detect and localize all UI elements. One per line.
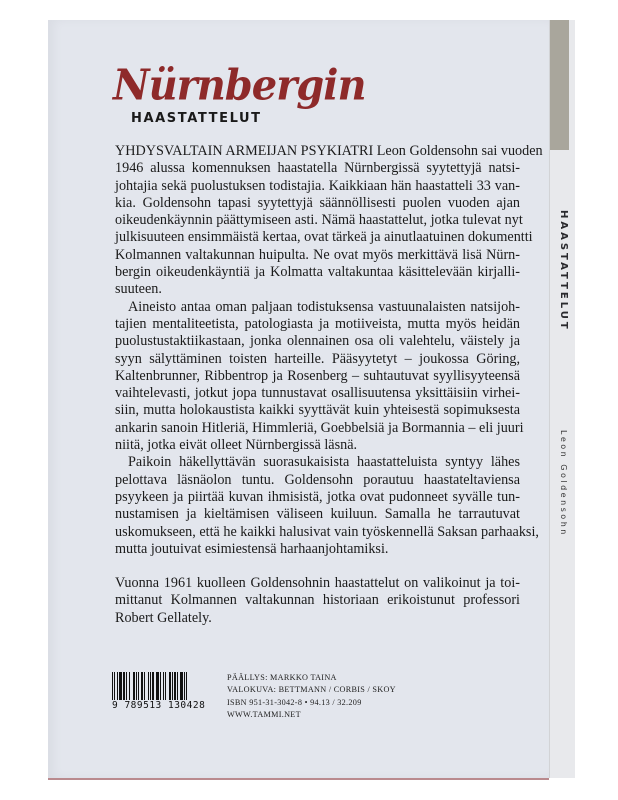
blurb-paragraph — [115, 298, 524, 455]
barcode-bar — [187, 672, 188, 700]
colophon-photo-credit: VALOKUVA: BETTMANN / CORBIS / SKOY — [227, 685, 396, 695]
blurb-paragraph — [115, 143, 543, 299]
colophon — [227, 672, 396, 721]
blurb-line: niitä, jotka eivät olleet Nürnbergissä läsnä. — [115, 437, 358, 454]
blurb-text — [115, 143, 543, 627]
blurb-line: Kaltenbrunner, Ribbentrop ja Rosenberg – suhtautuvat syyllisyyteensä — [115, 367, 520, 384]
blurb-paragraph — [115, 575, 520, 627]
blurb-line: uskomukseen, että he kaikki halusivat vain työskennellä Saksan parhaaksi, — [115, 523, 539, 540]
blurb-line: Paikoin häkellyttävän suorasukaisista haastatteluista syntyy lähes — [128, 454, 520, 471]
paragraph-gap — [115, 558, 520, 575]
spine-title: HAASTATTELUT — [558, 210, 569, 332]
book-spine — [549, 20, 575, 778]
blurb-line: vaihtelevasti, jotkut jopa tunnustavat osallisuutensa yksittäisiin virhei- — [115, 385, 520, 402]
blurb-line: pelottava läsnäolon tuntu. Goldensohn porautuu haastateltaviensa — [115, 471, 520, 488]
blurb-line: bergin oikeudenkäyntiä ja Kolmatta valtakuntaa käsittelevään kirjalli- — [115, 264, 520, 281]
blurb-line: johtajia sekä puolustuksen todistajia. Kaikkiaan hän haastatteli 33 van- — [115, 177, 520, 194]
blurb-line: tajien mentaliteetista, patologiasta ja motiiveista, mutta myös heidän — [115, 315, 520, 332]
blurb-line: mutta joutuivat esimiestensä harhaanjohtamiksi. — [115, 540, 389, 557]
blurb-line: suuteen. — [115, 281, 162, 298]
book-title: Nürnbergin — [113, 60, 366, 111]
barcode-bars — [112, 672, 212, 700]
blurb-line: 1946 alussa komennuksen haastatella Nürnbergissä syytettyjä natsi- — [115, 160, 520, 177]
colophon-website: WWW.TAMMI.NET — [227, 709, 301, 719]
blurb-paragraph — [115, 454, 539, 558]
isbn-barcode — [112, 672, 212, 712]
blurb-line: Aineisto antaa oman paljaan todistuksensa vastuunalaisten natsijoh- — [128, 298, 520, 315]
blurb-line: Vuonna 1961 kuolleen Goldensohnin haastattelut on valikoinut ja toi- — [115, 575, 520, 592]
book-subtitle: HAASTATTELUT — [131, 111, 262, 126]
blurb-line: kia. Goldensohn tapasi syytettyjä säännöllisesti puolen vuoden ajan — [115, 194, 520, 211]
blurb-line: YHDYSVALTAIN ARMEIJAN PSYKIATRI Leon Goldensohn sai vuoden — [115, 143, 543, 159]
blurb-line: siin, mutta holokaustista kaikki syyttävät kuin yhteisestä sopimuksesta — [115, 402, 520, 419]
blurb-line: puolustustaktiikastaan, jonka olennainen osa oli valehtelu, väistely ja — [115, 333, 520, 350]
blurb-line: julkisuuteen ensimmäistä kertaa, ovat tärkeä ja ainutlaatuinen dokumentti — [115, 229, 533, 246]
blurb-line: nustamisen ja kieltämisen väliseen kuiluun. Samalla he tarrautuvat — [115, 506, 520, 523]
barcode-number: 9 789513 130428 — [112, 700, 206, 711]
blurb-line: syyn sälyttäminen toisten harteille. Pääsyytetyt – joukossa Göring, — [115, 350, 520, 367]
blurb-line: Kolmannen valtakunnan huipulta. Ne ovat myös merkittävä lisä Nürn- — [115, 246, 520, 263]
blurb-line: mittanut Kolmannen valtakunnan historiaan erikoistunut professori — [115, 592, 520, 609]
colophon-cover-design: PÄÄLLYS: MARKKO TAINA — [227, 673, 337, 682]
spine-shadow — [550, 20, 569, 150]
spine-author: Leon Goldensohn — [559, 430, 568, 537]
blurb-line: Robert Gellately. — [115, 609, 212, 626]
blurb-line: oikeudenkäynnin päättymiseen asti. Nämä haastattelut, jotka tulevat nyt — [115, 212, 523, 229]
blurb-line: ankarin sanoin Hitleriä, Himmleriä, Goebbelsiä ja Bormannia – eli juuri — [115, 419, 524, 436]
colophon-isbn: ISBN 951-31-3042-8 • 94.13 / 32.209 — [227, 697, 362, 707]
blurb-line: psyykeen ja piirtää kuvan ihmisistä, jotka ovat pudonneet syvälle tun- — [115, 488, 520, 505]
